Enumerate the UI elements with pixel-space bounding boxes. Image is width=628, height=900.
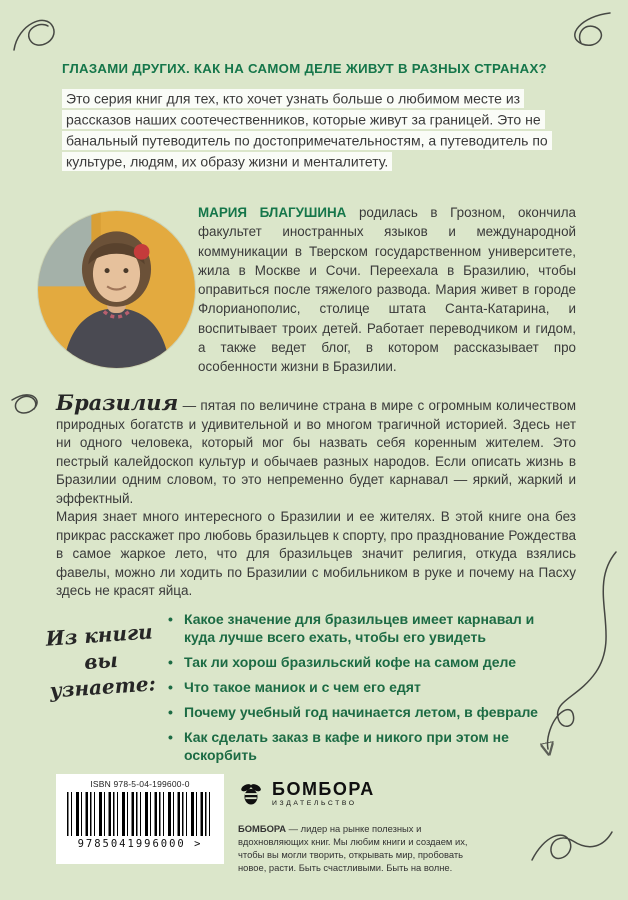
bullet-icon: • xyxy=(168,679,173,695)
author-name: МАРИЯ БЛАГУШИНА xyxy=(198,205,347,220)
author-photo-illustration xyxy=(38,211,195,368)
list-item: • Так ли хорош бразильский кофе на самом деле xyxy=(168,654,516,670)
swirl-top-right-icon xyxy=(575,13,610,45)
list-item: • Какое значение для бразильцев имеет карнавал и куда лучше всего ехать, чтобы его увидеть xyxy=(168,611,535,645)
author-photo xyxy=(38,211,195,368)
publisher-description-lead: БОМБОРА xyxy=(238,823,287,834)
series-title: ГЛАЗАМИ ДРУГИХ. КАК НА САМОМ ДЕЛЕ ЖИВУТ В РАЗНЫХ СТРАНАХ? xyxy=(62,61,547,76)
isbn-label: ISBN 978-5-04-199600-0 xyxy=(90,779,190,789)
swirl-top-left-icon xyxy=(14,20,54,50)
country-text: — пятая по величине страна в мире с огромным количеством природных богатств и удивительной и во многом трагичной историей. Здесь нет ни одного человека, который мог бы назвать себя коренным жителем. Это пестрый калейдоскоп культур и обычаев разных народов. Если описать жизнь в Бразилии одним словом, то это непременно будет карнавал — яркий, жаркий и эффектный. xyxy=(56,398,576,506)
series-intro-text: Это серия книг для тех, кто хочет узнать больше о любимом месте из рассказов наших соотечественников, которые живут за границей. Это не банальный путеводитель по достопримечательностям, а путеводитель по культуре, людям, их образу жизни и менталитету. xyxy=(62,89,552,171)
bullet-icon: • xyxy=(168,729,173,745)
author-bio xyxy=(198,203,576,377)
publisher-description-text: — лидер на рынке полезных и вдохновляющих книг. Мы любим книги и создаем их, чтобы вы могли творить, открывать мир, пробовать новое, расти. Быть счастливыми. Быть на волне. xyxy=(238,823,468,873)
country-paragraph xyxy=(56,392,576,509)
isbn-box xyxy=(56,774,224,864)
book-paragraph: Мария знает много интересного о Бразилии и ее жителях. В этой книге она без прикрас расскажет про любовь бразильцев к спорту, про празднование Рождества в самое жаркое лето, что для бразильцев значит религия, откуда взялись фавелы, можно ли ходить по Бразилии с мобильником в руке и почему на Пасху здесь не красят яйца. xyxy=(56,509,576,599)
learn-list xyxy=(168,610,560,771)
learn-label: Из книги вы узнаете: xyxy=(44,619,157,703)
bullet-icon: • xyxy=(168,704,173,720)
bullet-icon: • xyxy=(168,611,173,627)
publisher-description xyxy=(238,823,468,875)
barcode-digits: 9785041996000 > xyxy=(77,838,203,850)
barcode xyxy=(67,792,213,836)
swirl-left-middle-icon xyxy=(12,395,37,413)
author-bio-text: родилась в Грозном, окончила факультет иностранных языков и международной коммуникации в Тверском государственном университете, жила в Москве и Сочи. Переехала в Бразилию, чтобы оправиться после тяжелого развода. Мария живет в городе Флорианополис, столице штата Санта-Катарина, и воспитывает троих детей. Работает переводчиком и гидом, а также ведет блог, в котором рассказывает про особенности жизни в Бразилии. xyxy=(198,205,576,375)
country-lead-word: Бразилия xyxy=(56,390,179,415)
publisher-name: БОМБОРА xyxy=(272,779,375,799)
list-item: • Что такое маниок и с чем его едят xyxy=(168,679,421,695)
list-item: • Как сделать заказ в кафе и никого при этом не оскорбить xyxy=(168,729,509,763)
publisher-logo xyxy=(238,780,375,807)
series-intro xyxy=(62,88,576,172)
list-item: • Почему учебный год начинается летом, в феврале xyxy=(168,704,538,720)
publisher-subtitle: ИЗДАТЕЛЬСТВО xyxy=(272,800,357,807)
brand-text-block xyxy=(272,780,375,807)
bullet-icon: • xyxy=(168,654,173,670)
swirl-bottom-right-icon xyxy=(532,832,612,860)
bee-icon xyxy=(238,781,264,807)
